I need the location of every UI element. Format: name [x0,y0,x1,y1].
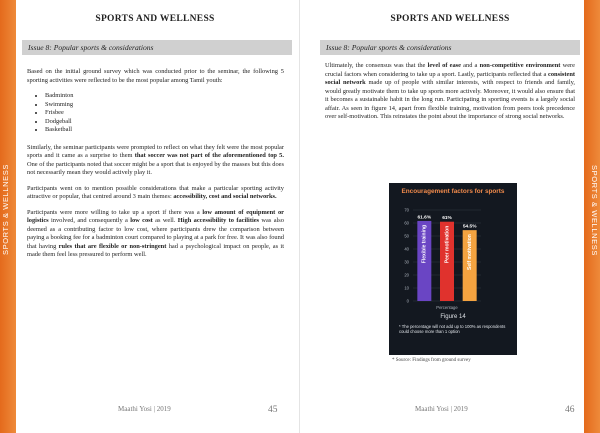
emphasis: rules that are flexible or non-stringent [58,242,167,250]
right-page-number: 46 [565,405,575,415]
left-page-number: 45 [268,405,278,415]
y-tick-label: 10 [404,285,409,291]
emphasis: accessibility, cost and social networks. [173,193,277,201]
text-run: Similarly, the seminar participants were prompted to reflect on what they felt were the most popular sports and it came as a surprise to them [27,143,284,160]
intro-paragraph: Based on the initial ground survey which was conducted prior to the seminar, the following 5 sporting activities were reflected to be the most popular among Tamil youth: [27,68,284,84]
left-body-text [27,68,284,267]
emphasis: consistent social network [325,70,575,86]
y-tick-label: 20 [404,272,409,278]
y-tick-label: 60 [404,220,409,226]
consensus-paragraph [325,62,575,122]
source-note: * Source: Findings from ground survey [392,358,471,363]
data-label: 61.6% [417,215,432,221]
text-run: Ultimately, the consensus was that the [325,62,428,69]
data-label: 54.5% [462,224,477,230]
soccer-paragraph [27,144,284,178]
right-page [300,0,600,433]
emphasis: level of ease [427,62,461,69]
right-side-strip [584,0,600,433]
chart-title: Encouragement factors for sports [401,188,505,195]
text-run: involved, and consequently a [48,217,131,225]
text-run: had a psychological impact on people, as it made them feel less pressured to perform well. [27,242,284,259]
encouragement-chart [389,183,517,313]
list-item: • Dodgeball [45,118,284,127]
left-footer-author: Maathi Yosi | 2019 [118,405,171,413]
category-label: Self motivation [466,234,473,270]
text-run: were crucial factors when considering to take up a sport. Lastly, participants reflected that a [325,62,576,78]
data-label: 61% [442,216,452,222]
text-run: made up of people with similar interests, with respect to friends and family, would greatly motivate them to take up sports more actively. Moreover, it would also ensure that it becomes a sustainable habit in the long run. Participating in sporting events is a largely social affair. As seen in figure 14, apart from flexible training, motivation from peers took precedence over self-motivation. This reinstates the point about the importance of strong social networks. [325,79,575,120]
text-run: Participants were more willing to take up a sport if there was a [27,208,203,216]
emphasis: low amount of equipment or logistics [27,208,284,225]
emphasis: that soccer was not part of the aforementioned top 5. [134,152,284,160]
left-side-strip [0,0,16,433]
text-run: Participants went on to mention possible considerations that make a particular sporting activity attractive or popular, that centred around 3 main themes: [27,184,284,201]
encouragement-figure [389,183,517,355]
sports-list [27,92,284,135]
right-side-label: SPORTS & WELLNESS [590,164,599,256]
text-run: and a [461,62,480,69]
left-issue-label: Issue 8: Popular sports & considerations [22,40,292,55]
list-item: • Frisbee [45,109,284,118]
cost-paragraph [27,209,284,260]
emphasis: High accessibility to facilities [177,217,260,225]
category-label: Peer motivation [444,225,451,264]
text-run: as well. [152,217,178,225]
y-tick-label: 50 [404,233,409,239]
category-label: Flexible training [421,224,428,264]
y-tick-label: 0 [406,298,409,304]
list-item: • Basketball [45,126,284,135]
considerations-paragraph [27,185,284,202]
figure-note: * The percentage will not add up to 100% as respondents could choose more than 1 option [399,324,506,335]
x-axis-label: Percentage [436,305,458,310]
text-run: was also deemed as a contributing factor to low cost, where participants drew the comparison between paying a booking fee for a badminton court compared to playing at a park for free. It was also found that having [27,217,284,250]
list-item: • Swimming [45,101,284,110]
figure-caption: Figure 14 [440,314,466,320]
y-tick-label: 30 [404,259,409,265]
emphasis: non-competitive environment [479,62,561,69]
right-issue-label: Issue 8: Popular sports & considerations [320,40,580,55]
right-body-text [325,62,575,129]
left-page-title: SPORTS AND WELLNESS [95,14,215,24]
left-side-label: SPORTS & WELLNESS [1,164,10,256]
y-tick-label: 70 [404,207,409,213]
emphasis: low cost [130,217,153,225]
y-tick-label: 40 [404,246,409,252]
list-item: • Badminton [45,92,284,101]
right-page-title: SPORTS AND WELLNESS [390,14,510,24]
text-run: One of the participants noted that soccer might be a sport that is enjoyed by the masses but this does not necessarily mean they would actively play it. [27,160,284,177]
right-footer-author: Maathi Yosi | 2019 [415,405,468,413]
